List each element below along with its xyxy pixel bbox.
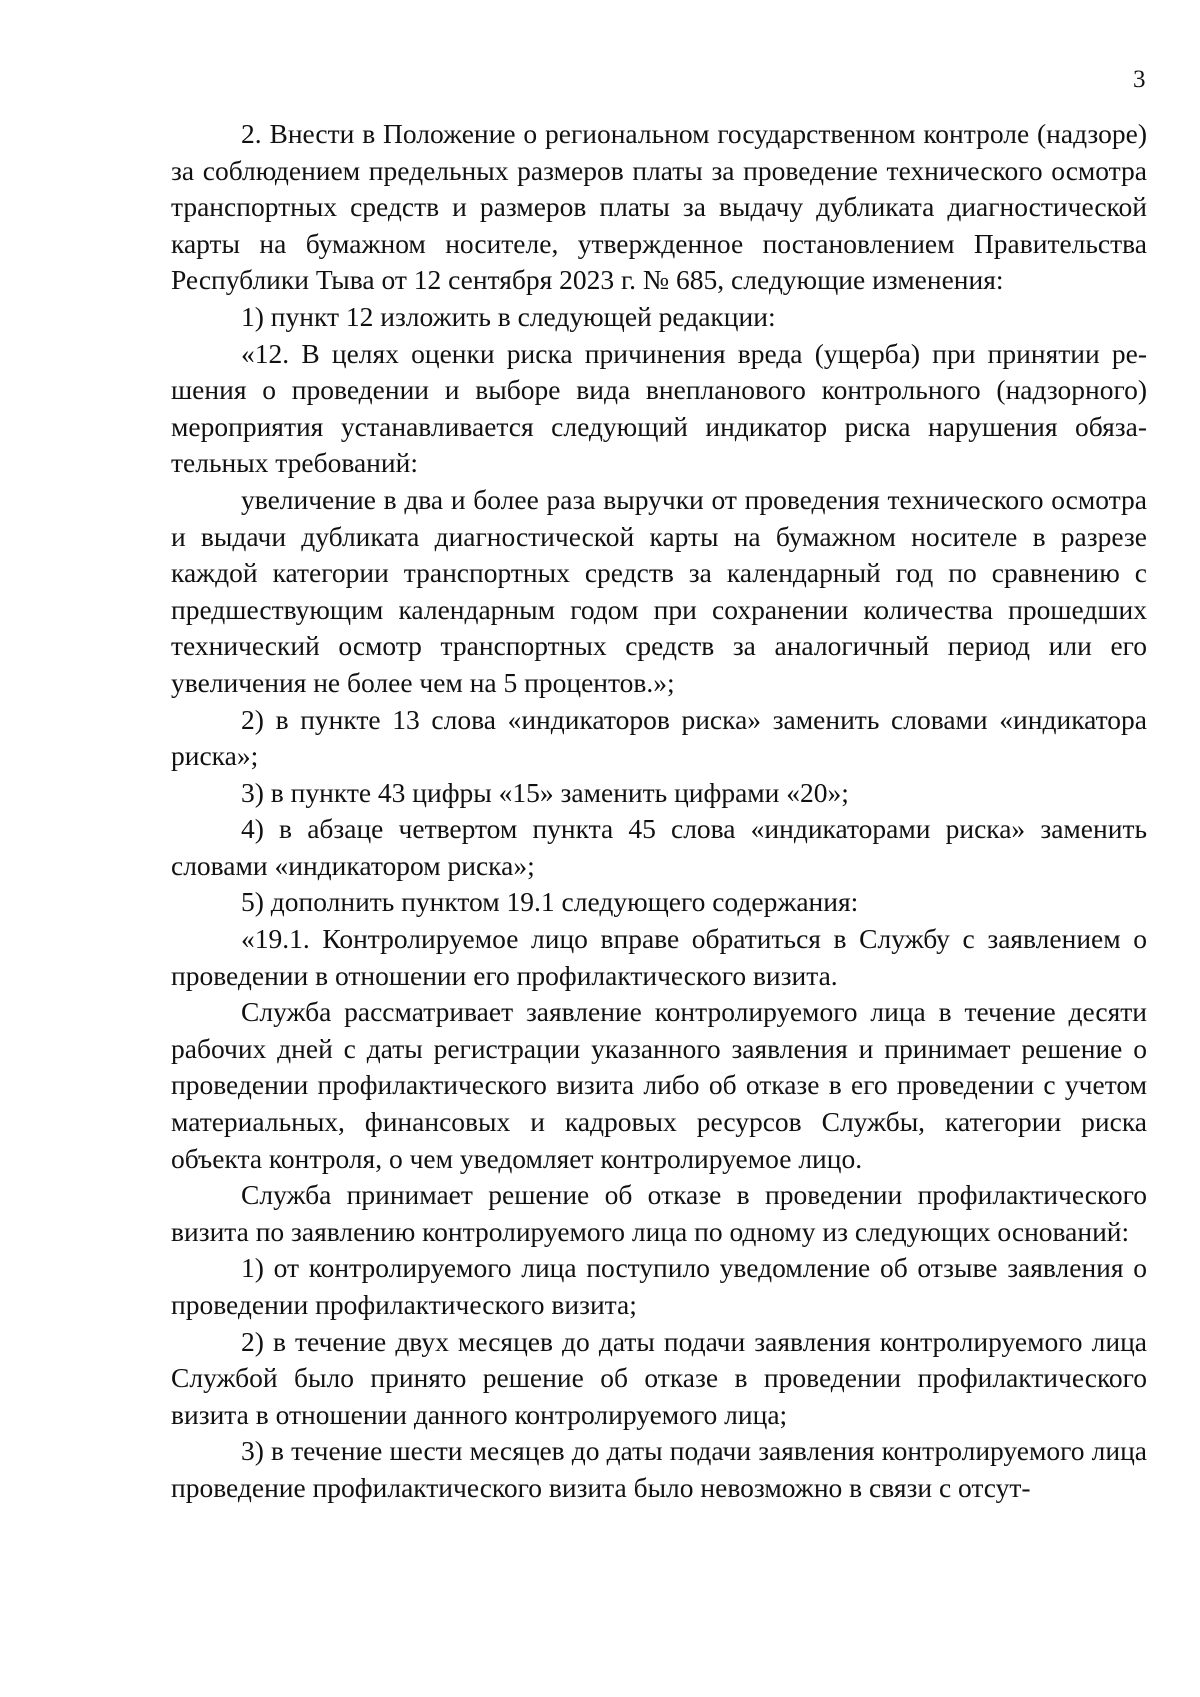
paragraph-amendment-intro: 2. Внести в Положение о региональном государственном контроле (надзоре) за соблюдением предельных размеров платы за проведение технического осмотра транспортных средств и размеров платы за выдачу дубликата диагностической карты на бумажном носителе, утвержденное постановлением Правительства Республики Тыва от 12 сентября 2023 г. № 685, следующие изменения: — [171, 118, 1147, 296]
paragraph-item-1: 1) пункт 12 изложить в следующей редакции: — [241, 300, 776, 332]
paragraph-ground-3: 3) в течение шести месяцев до даты подачи заявления контролируемого лица проведение профилактического визита было невозможно в связи с отсут- — [171, 1435, 1147, 1503]
paragraph-item-2: 2) в пункте 13 слова «индикаторов риска» заменить словами «индикатора риска»; — [171, 703, 1147, 772]
paragraph-ground-2: 2) в течение двух месяцев до даты подачи заявления контролируемого лица Службой было принято решение об отказе в проведении профилактического визита в отношении данного контролируемого лица; — [171, 1325, 1147, 1430]
page-number: 3 — [1133, 66, 1146, 93]
paragraph-item-4: 4) в абзаце четвертом пункта 45 слова «индикаторами риска» заменить словами «индикатором риска»; — [171, 813, 1147, 881]
paragraph-item-3: 3) в пункте 43 цифры «15» заменить цифрами «20»; — [241, 776, 849, 808]
paragraph-item-5: 5) дополнить пунктом 19.1 следующего содержания: — [241, 886, 859, 918]
paragraph-clause-12: «12. В целях оценки риска причинения вреда (ущерба) при принятии решения о проведении и выборе вида внепланового контрольного (надзорного) мероприятия устанавливается следующий индикатор риска нарушения обязательных требований: — [171, 337, 1147, 479]
paragraph-refusal-grounds: Служба принимает решение об отказе в проведении профилактического визита по заявлению контролируемого лица по одному из следующих оснований: — [171, 1179, 1147, 1247]
paragraph-service-review: Служба рассматривает заявление контролируемого лица в течение десяти рабочих дней с даты регистрации указанного заявления и принимает решение о проведении профилактического визита либо об отказе в его проведении с учетом материальных, финансовых и кадровых ресурсов Службы, категории риска объекта контроля, о чем уведомляет контролируемое лицо. — [171, 996, 1147, 1174]
document-body — [171, 116, 1147, 1507]
paragraph-ground-1: 1) от контролируемого лица поступило уведомление об отзыве заявления о проведении профилактического визита; — [171, 1252, 1147, 1320]
paragraph-clause-19-1: «19.1. Контролируемое лицо вправе обратиться в Службу с заявлением о проведении в отношении его профилактического визита. — [171, 923, 1147, 991]
paragraph-risk-indicator: увеличение в два и более раза выручки от проведения технического осмотра и выдачи дубликата диагностической карты на бумажном носителе в разрезе каждой категории транспортных средств за календарный год по сравнению с предшествующим календарным годом при сохранении количества прошедших технический осмотр транспортных средств за аналогичный период или его увеличения не более чем на 5 процентов.»; — [171, 483, 1147, 698]
